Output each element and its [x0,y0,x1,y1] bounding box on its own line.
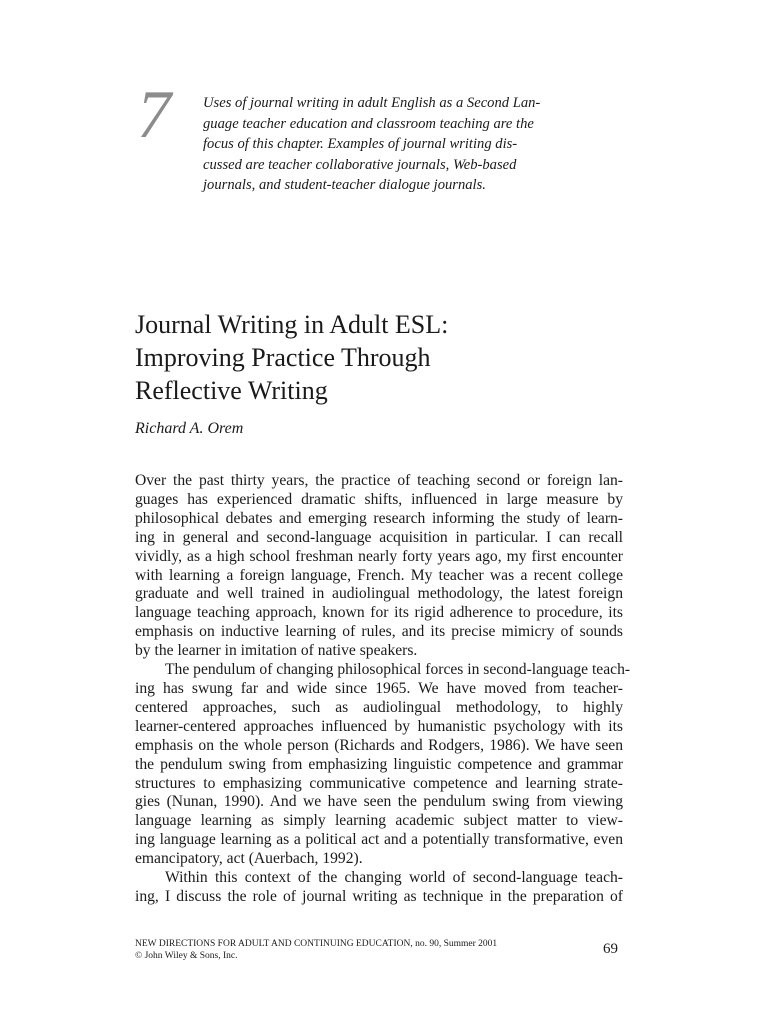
body-line: structures to emphasizing communicative competence and learning strate- [135,774,623,792]
abstract-line: cussed are teacher collaborative journals, Web-based [203,156,517,173]
abstract-line: journals, and student-teacher dialogue journals. [203,177,486,193]
chapter-number: 7 [137,76,171,152]
body-line: emancipatory, act (Auerbach, 1992). [135,850,363,868]
body-line: gies (Nunan, 1990). And we have seen the pendulum swing from viewing [135,793,623,811]
title-line: Reflective Writing [135,376,328,405]
body-line: guages has experienced dramatic shifts, influenced in large measure by [135,490,623,508]
body-line: graduate and well trained in audiolingual methodology, the latest foreign [135,585,623,603]
body-line: vividly, as a high school freshman nearly forty years ago, my first encounter [135,547,623,565]
abstract-line: guage teacher education and classroom teaching are the [203,115,534,132]
footer-copyright-line: © John Wiley & Sons, Inc. [135,951,238,961]
body-line: ing in general and second-language acquisition in particular. I can recall [135,528,623,546]
body-text [135,472,631,907]
body-line: Over the past thirty years, the practice of teaching second or foreign lan- [135,472,623,489]
title-line: Improving Practice Through [135,343,431,372]
body-line: with learning a foreign language, French. My teacher was a recent college [135,566,623,584]
body-line: the pendulum swing from emphasizing linguistic competence and grammar [135,755,623,773]
body-line: Within this context of the changing world of second-language teach- [165,869,623,887]
body-line: by the learner in imitation of native speakers. [135,642,418,660]
page-number: 69 [603,941,618,957]
abstract-line: Uses of journal writing in adult English as a Second Lan- [203,95,541,111]
abstract-line: focus of this chapter. Examples of journal writing dis- [203,136,518,152]
body-line: ing has swung far and wide since 1965. We have moved from teacher- [135,679,623,697]
body-line: emphasis on inductive learning of rules, and its precise mimicry of sounds [135,623,623,641]
body-line: language learning as simply learning academic subject matter to view- [135,812,623,830]
author-name: Richard A. Orem [135,420,244,437]
chapter-title [135,308,448,407]
journal-footer [135,938,497,962]
body-line: learner-centered approaches influenced by humanistic psychology with its [135,717,623,735]
body-line: ing, I discuss the role of journal writing as technique in the preparation of [135,887,623,905]
footer-journal-line: NEW DIRECTIONS FOR ADULT AND CONTINUING EDUCATION, no. 90, Summer 2001 [135,939,498,949]
body-line: The pendulum of changing philosophical forces in second-language teach- [165,661,631,679]
title-line: Journal Writing in Adult ESL: [135,310,449,339]
body-line: ing language learning as a political act and a potentially transformative, even [135,831,623,849]
body-line: philosophical debates and emerging research informing the study of learn- [135,509,623,527]
chapter-abstract [203,93,573,196]
body-line: centered approaches, such as audiolingual methodology, to highly [135,698,623,716]
body-line: language teaching approach, known for its rigid adherence to procedure, its [135,604,623,622]
body-line: emphasis on the whole person (Richards and Rodgers, 1986). We have seen [135,736,623,754]
